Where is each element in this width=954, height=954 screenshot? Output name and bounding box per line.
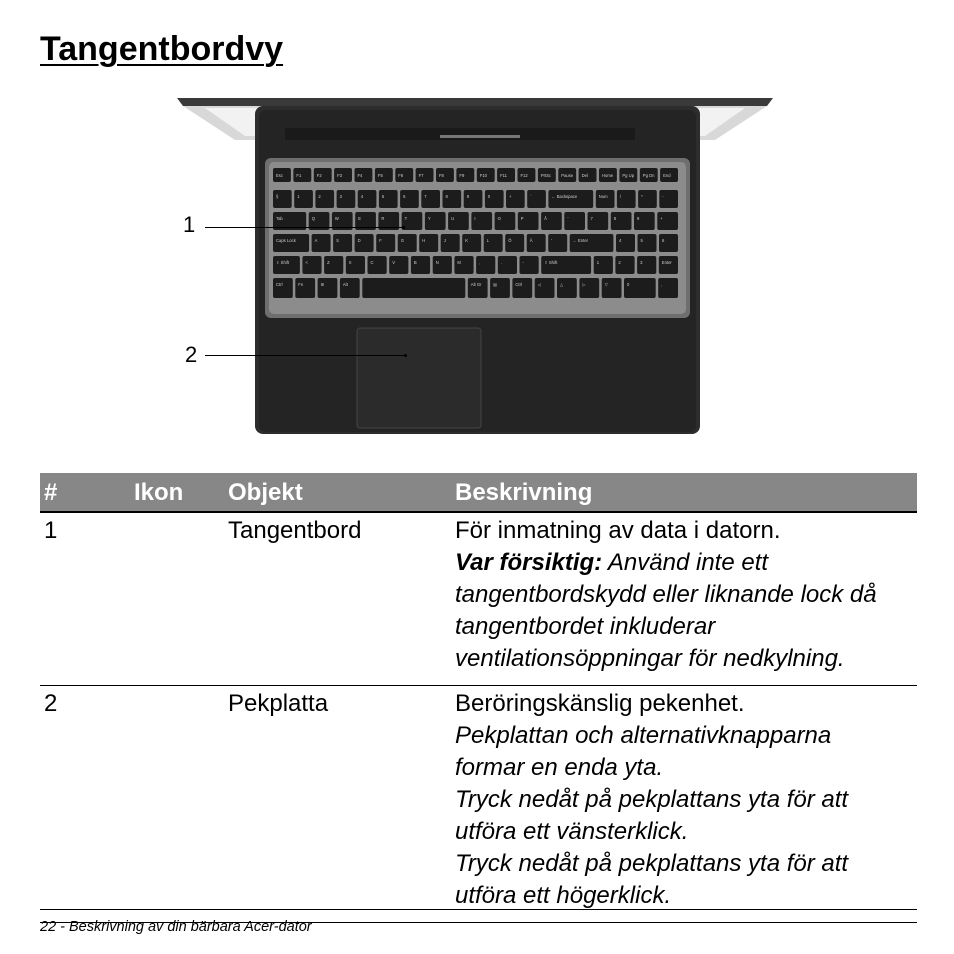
key-cap <box>541 256 591 274</box>
key-label: Esc <box>276 173 283 178</box>
key-label: ▽ <box>604 282 608 287</box>
key-cap <box>495 212 516 230</box>
key-label: F11 <box>500 173 508 178</box>
key-label: * <box>641 194 643 199</box>
key-label: K <box>465 238 468 243</box>
key-label: Ö <box>508 238 512 243</box>
key-cap <box>588 212 609 230</box>
caution-text: Använd inte ett <box>602 549 769 576</box>
key-cap <box>485 190 504 208</box>
key-label: F <box>379 238 382 243</box>
key-label: △ <box>560 282 564 287</box>
caution-line: ventilationsöppningar för nedkylning. <box>455 645 845 672</box>
key-label: ← Backspace <box>551 194 578 199</box>
note-line: Pekplattan och alternativknapparna <box>455 722 832 749</box>
note-line: Tryck nedåt på pekplattans yta för att <box>455 786 849 813</box>
row-icon <box>130 686 224 923</box>
key-label: < <box>305 260 308 265</box>
key-cap <box>657 212 678 230</box>
key-cap <box>443 190 462 208</box>
key-cap <box>273 234 309 252</box>
key-cap <box>659 234 678 252</box>
key-cap <box>273 256 300 274</box>
key-label: F1 <box>296 173 302 178</box>
key-label: § <box>276 194 279 199</box>
key-label: 7 <box>424 194 427 199</box>
row-icon <box>130 512 224 686</box>
key-label: F5 <box>377 173 383 178</box>
table-row <box>40 512 917 686</box>
key-cap <box>315 190 334 208</box>
key-cap <box>659 190 678 208</box>
note-line: utföra ett vänsterklick. <box>455 818 689 845</box>
row-description <box>451 686 917 923</box>
key-cap <box>462 234 481 252</box>
key-cap <box>490 278 510 298</box>
key-cap <box>548 234 567 252</box>
key-label: PrtSc <box>540 173 552 178</box>
key-label: Caps Lock <box>276 238 296 243</box>
key-label: F3 <box>337 173 342 178</box>
key-cap <box>615 256 634 274</box>
callout-1-line <box>205 227 403 228</box>
key-label: 9 <box>466 194 470 199</box>
key-label: I <box>474 216 476 221</box>
table-header-row <box>40 473 917 512</box>
key-cap <box>602 278 622 298</box>
key-cap <box>634 212 655 230</box>
key-label: F9 <box>459 173 465 178</box>
key-label: Pg Up <box>622 173 635 178</box>
key-cap <box>273 278 293 298</box>
description-main: För inmatning av data i datorn. <box>455 517 781 544</box>
row-description <box>451 512 917 686</box>
key-label: End <box>663 173 671 178</box>
header-icon: Ikon <box>130 473 224 512</box>
key-cap <box>557 278 577 298</box>
key-cap <box>471 212 492 230</box>
key-label: C <box>370 260 374 265</box>
key-cap <box>376 234 395 252</box>
key-cap <box>358 190 377 208</box>
key-label: L <box>486 238 490 243</box>
key-label: ' <box>551 238 553 243</box>
key-label: F10 <box>479 173 488 178</box>
callout-1-dot <box>402 226 405 229</box>
key-cap <box>398 234 417 252</box>
key-cap <box>548 190 593 208</box>
note-line: formar en enda yta. <box>455 754 664 781</box>
footer-divider <box>40 909 917 910</box>
key-label: V <box>392 260 395 265</box>
key-label: F8 <box>439 173 444 178</box>
key-cap <box>512 278 532 298</box>
key-cap <box>425 212 446 230</box>
key-cap <box>594 256 613 274</box>
key-label: A <box>314 238 318 243</box>
key-label: 6 <box>662 238 665 243</box>
key-cap <box>506 190 525 208</box>
key-cap <box>611 212 632 230</box>
key-label: F2 <box>316 173 322 178</box>
key-cap <box>527 190 546 208</box>
key-label: Del <box>581 173 588 178</box>
laptop-illustration <box>175 92 775 437</box>
key-label: 1 <box>596 260 600 265</box>
key-label: Alt Gr <box>470 282 482 287</box>
key-cap <box>346 256 365 274</box>
key-label: ⇧ Shift <box>276 260 290 265</box>
key-label: - <box>522 260 524 265</box>
key-label: 6 <box>403 194 406 199</box>
key-label: + <box>660 216 663 221</box>
key-label: Tab <box>276 216 283 221</box>
key-cap <box>637 256 656 274</box>
key-cap <box>527 234 546 252</box>
key-label: O <box>497 216 501 221</box>
key-cap <box>476 256 495 274</box>
key-label: N <box>435 260 439 265</box>
key-cap <box>441 234 460 252</box>
key-label: ← Enter <box>572 238 589 243</box>
key-label: ´ <box>530 194 532 199</box>
key-label: T <box>404 216 408 221</box>
callout-2-number: 2 <box>185 342 198 367</box>
key-label: ◁ <box>537 282 541 287</box>
key-cap <box>638 190 657 208</box>
row-number: 1 <box>40 512 130 686</box>
key-label: Num <box>598 194 608 199</box>
key-label: Pg Dn <box>642 173 655 178</box>
key-label: X <box>348 260 352 265</box>
key-cap <box>579 278 599 298</box>
table-row <box>40 686 917 923</box>
key-cap <box>295 278 315 298</box>
key-cap <box>379 190 398 208</box>
key-cap <box>658 278 678 298</box>
header-description: Beskrivning <box>451 473 917 512</box>
key-label: ⇧ Shift <box>544 260 558 265</box>
page-title: Tangentbordvy <box>40 30 284 68</box>
key-label: Enter <box>661 260 672 265</box>
key-label: W <box>334 216 339 221</box>
key-label: Ctrl <box>515 282 522 287</box>
key-cap <box>355 234 374 252</box>
key-label: 8 <box>445 194 448 199</box>
key-label: R <box>381 216 385 221</box>
key-label: 2 <box>318 194 321 199</box>
key-cap <box>318 278 338 298</box>
key-cap <box>337 190 356 208</box>
key-cap <box>498 256 517 274</box>
key-label: + <box>509 194 512 199</box>
key-cap <box>340 278 360 298</box>
caution-line: tangentbordskydd eller liknande lock då <box>455 581 877 608</box>
key-label: Home <box>602 173 614 178</box>
key-label: S <box>336 238 339 243</box>
key-cap <box>638 234 657 252</box>
key-cap <box>616 234 635 252</box>
key-cap <box>421 190 440 208</box>
key-label: B <box>413 260 417 265</box>
key-label: G <box>400 238 404 243</box>
key-label: ⊞ <box>320 282 325 287</box>
key-cap <box>468 278 488 298</box>
key-cap <box>624 278 656 298</box>
key-cap <box>505 234 524 252</box>
laptop-keyboard-figure <box>175 92 775 437</box>
key-label: 5 <box>640 238 643 243</box>
key-label: E <box>358 216 361 221</box>
key-label: P <box>520 216 524 221</box>
key-cap <box>464 190 483 208</box>
row-object: Tangentbord <box>224 512 451 686</box>
key-cap <box>454 256 473 274</box>
key-cap <box>570 234 614 252</box>
key-cap <box>535 278 555 298</box>
key-label: Y <box>427 216 431 221</box>
key-cap <box>368 256 387 274</box>
key-label: ▤ <box>493 282 498 287</box>
key-label: 4 <box>360 194 364 199</box>
note-line: utföra ett högerklick. <box>455 882 672 909</box>
key-label: 1 <box>297 194 300 199</box>
caution-note <box>455 547 917 579</box>
key-label: 4 <box>619 238 622 243</box>
key-label: D <box>357 238 361 243</box>
note-line: Tryck nedåt på pekplattans yta för att <box>455 850 849 877</box>
key-cap <box>400 190 419 208</box>
component-table <box>40 473 917 923</box>
key-label: Q <box>311 216 315 221</box>
key-cap <box>659 256 678 274</box>
callout-2-line <box>205 355 405 356</box>
key-label: 2 <box>618 260 621 265</box>
caution-line: tangentbordet inkluderar <box>455 613 716 640</box>
key-cap <box>484 234 503 252</box>
key-cap <box>273 190 292 208</box>
key-label: F12 <box>520 173 528 178</box>
key-label: 9 <box>637 216 640 221</box>
key-cap <box>324 256 343 274</box>
key-cap <box>448 212 469 230</box>
key-label: 3 <box>640 260 643 265</box>
key-cap <box>312 234 331 252</box>
key-label: Fn <box>298 282 304 287</box>
key-label: U <box>451 216 455 221</box>
key-cap <box>596 190 615 208</box>
caution-label: Var försiktig: <box>455 549 603 576</box>
header-object: Objekt <box>224 473 451 512</box>
key-label: - <box>662 194 664 199</box>
row-object: Pekplatta <box>224 686 451 923</box>
key-label: 3 <box>339 194 342 199</box>
key-cap <box>518 212 539 230</box>
key-label: , <box>479 260 481 265</box>
page-footer: 22 - Beskrivning av din bärbara Acer-dator <box>40 919 312 935</box>
key-cap <box>333 234 352 252</box>
key-label: 5 <box>381 194 385 199</box>
key-label: ▷ <box>582 282 586 287</box>
key-label: 8 <box>613 216 617 221</box>
key-label: / <box>619 194 622 199</box>
key-label: . <box>500 260 502 265</box>
key-label: Ctrl <box>276 282 283 287</box>
key-label: Pause <box>561 173 574 178</box>
key-cap <box>362 278 465 298</box>
description-main: Beröringskänslig pekenhet. <box>455 690 745 717</box>
key-label: F4 <box>357 173 363 178</box>
key-label: ¨ <box>567 216 569 221</box>
key-label: F7 <box>418 173 424 178</box>
key-label: F6 <box>398 173 404 178</box>
key-cap <box>302 256 321 274</box>
header-number: # <box>40 473 130 512</box>
key-label: 0 <box>627 282 630 287</box>
key-cap <box>617 190 636 208</box>
key-cap <box>541 212 562 230</box>
key-label: H <box>422 238 426 243</box>
key-label: 7 <box>590 216 593 221</box>
row-number: 2 <box>40 686 130 923</box>
callout-1-number: 1 <box>183 212 196 237</box>
key-cap <box>433 256 452 274</box>
key-label: 0 <box>487 194 491 199</box>
key-cap <box>419 234 438 252</box>
key-label: M <box>457 260 461 265</box>
key-label: Ä <box>529 238 533 243</box>
key-cap <box>389 256 408 274</box>
key-label: Alt <box>342 282 348 287</box>
key-label: Z <box>327 260 330 265</box>
key-cap <box>294 190 313 208</box>
key-cap <box>520 256 539 274</box>
key-cap <box>564 212 585 230</box>
key-label: J <box>443 238 446 243</box>
key-label: Å <box>544 216 547 221</box>
key-label: , <box>661 282 663 287</box>
key-cap <box>411 256 430 274</box>
callout-2-dot <box>404 354 407 357</box>
